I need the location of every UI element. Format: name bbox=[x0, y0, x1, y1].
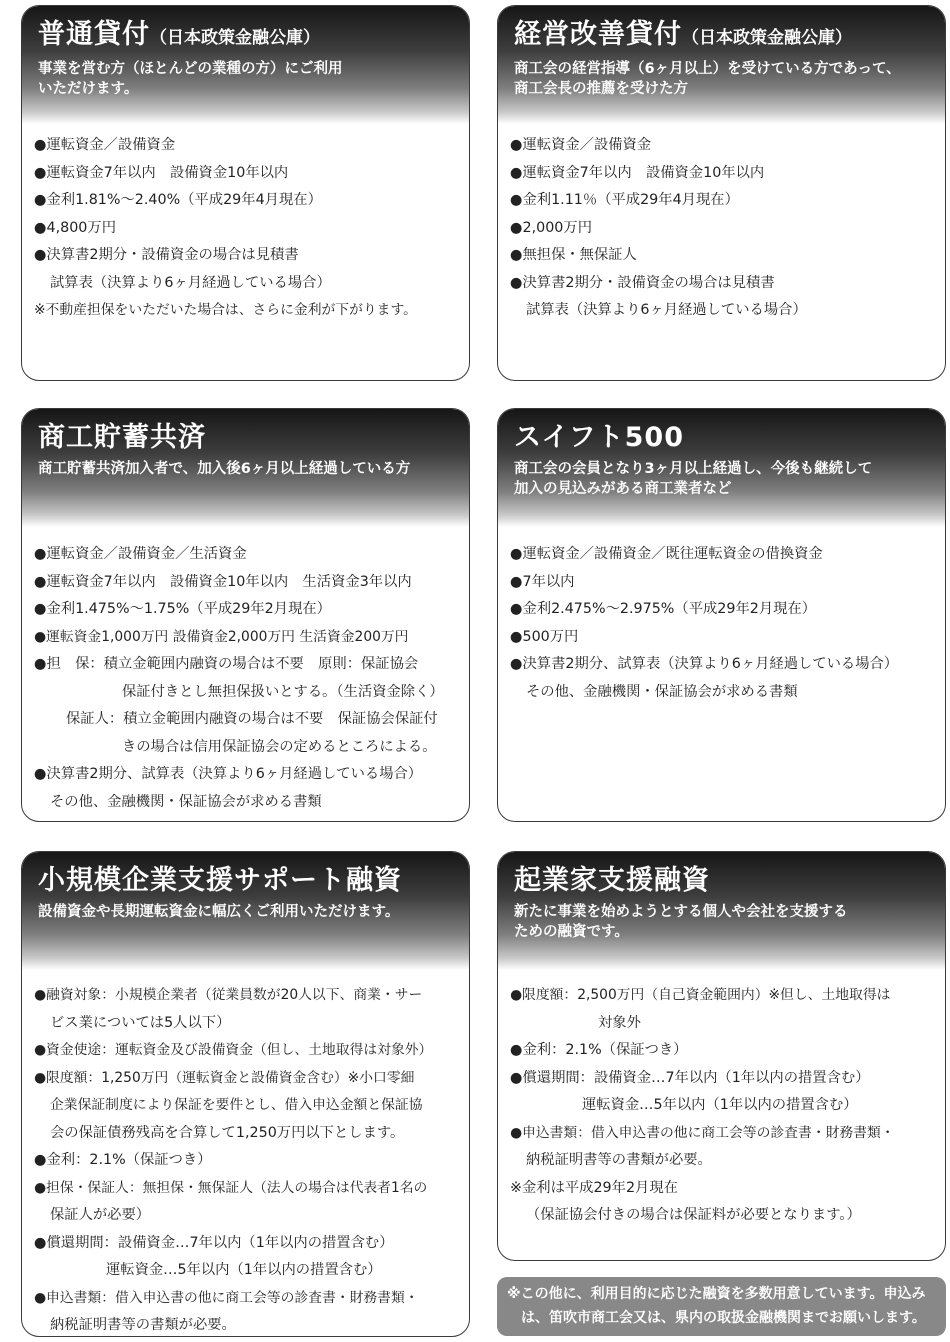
list-item: 保証人：積立金範囲内融資の場合は不要 保証協会保証付 bbox=[66, 711, 438, 727]
list-item: その他、金融機関・保証協会が求める書類 bbox=[50, 793, 322, 810]
list-item: ●申込書類：借入申込書の他に商工会等の診査書・財務書類・ bbox=[34, 1289, 419, 1306]
list-item: 納税証明書等の書類が必要。 bbox=[526, 1152, 712, 1168]
card-title: 経営改善貸付（日本政策金融公庫） bbox=[514, 19, 852, 50]
list-item: ●担 保：積立金範囲内融資の場合は不要 原則：保証協会 bbox=[34, 656, 419, 672]
list-item: ●運転資金／設備資金／既往運転資金の借換資金 bbox=[510, 546, 823, 562]
list-item: ●決算書2期分、試算表（決算より6ヶ月経過している場合） bbox=[34, 766, 423, 782]
loan-card-shoko-chochiku bbox=[21, 408, 470, 822]
list-item: （保証協会付きの場合は保証料が必要となります。） bbox=[526, 1207, 861, 1223]
card-header bbox=[22, 409, 469, 527]
list-item: ●決算書2期分、試算表（決算より6ヶ月経過している場合） bbox=[510, 656, 899, 672]
list-item: 試算表（決算より6ヶ月経過している場合） bbox=[526, 302, 807, 318]
list-item: ●償還期間：設備資金…7年以内（1年以内の措置含む） bbox=[510, 1069, 870, 1086]
card-body bbox=[498, 527, 945, 716]
list-item: ●運転資金1,000万円 設備資金2,000万円 生活資金200万円 bbox=[34, 628, 409, 645]
card-description: 事業を営む方（ほとんどの業種の方）にご利用 いただけます。 bbox=[38, 61, 343, 97]
list-item: 保証人が必要） bbox=[50, 1207, 151, 1223]
loan-card-futsu bbox=[21, 5, 470, 381]
loan-card-keiei-kaizen bbox=[497, 5, 946, 381]
footer-note: ※この他に、利用目的に応じた融資を多数用意しています。申込み は、笛吹市商工会又は、県内の取扱金融機関までお願いします。 bbox=[497, 1277, 946, 1336]
list-item: ●金利1.81%～2.40%（平成29年4月現在） bbox=[34, 192, 322, 208]
card-header bbox=[498, 409, 945, 527]
list-item: ●運転資金7年以内 設備資金10年以内 生活資金3年以内 bbox=[34, 573, 412, 590]
card-description: 商工会の経営指導（6ヶ月以上）を受けている方であって、 商工会長の推薦を受けた方 bbox=[514, 61, 901, 97]
list-item: 運転資金…5年以内（1年以内の措置含む） bbox=[106, 1262, 382, 1278]
list-item: ●500万円 bbox=[510, 628, 579, 645]
card-description: 設備資金や長期運転資金に幅広くご利用いただけます。 bbox=[38, 904, 400, 920]
card-description: 新たに事業を始めようとする個人や会社を支援する ための融資です。 bbox=[514, 904, 848, 940]
loan-card-swift500 bbox=[497, 408, 946, 822]
list-item: その他、金融機関・保証協会が求める書類 bbox=[526, 683, 798, 700]
card-header bbox=[498, 6, 945, 124]
list-item: 企業保証制度により保証を要件とし、借入申込金額と保証協 bbox=[50, 1097, 423, 1113]
card-body bbox=[22, 527, 469, 822]
list-item: ●償還期間：設備資金…7年以内（1年以内の措置含む） bbox=[34, 1234, 394, 1251]
list-item: 対象外 bbox=[598, 1014, 641, 1031]
list-item: 納税証明書等の書類が必要。 bbox=[50, 1317, 236, 1333]
card-description: 商工貯蓄共済加入者で、加入後6ヶ月以上経過している方 bbox=[38, 461, 411, 477]
list-item: ●資金使途：運転資金及び設備資金（但し、土地取得は対象外） bbox=[34, 1042, 433, 1058]
list-item: ●限度額：2,500万円（自己資金範囲内）※但し、土地取得は bbox=[510, 987, 891, 1003]
card-header bbox=[22, 852, 469, 970]
list-item: ●無担保・無保証人 bbox=[510, 247, 637, 263]
list-item: ●4,800万円 bbox=[34, 219, 116, 236]
list-item: ●運転資金／設備資金 bbox=[510, 137, 652, 153]
card-body bbox=[498, 970, 945, 1240]
loan-card-shokibo-support bbox=[21, 851, 470, 1337]
list-item: ●運転資金7年以内 設備資金10年以内 bbox=[510, 164, 765, 181]
card-title: 商工貯蓄共済 bbox=[38, 422, 206, 453]
list-item: ビス業については5人以下） bbox=[50, 1014, 231, 1031]
list-item: ●金利：2.1%（保証つき） bbox=[34, 1152, 212, 1168]
list-item: 保証付きとし無担保扱いとする。（生活資金除く） bbox=[122, 683, 444, 700]
list-item: 試算表（決算より6ヶ月経過している場合） bbox=[50, 274, 331, 291]
list-item: ●融資対象：小規模企業者（従業員数が20人以下、商業・サー bbox=[34, 987, 423, 1003]
list-item: ※金利は平成29年2月現在 bbox=[510, 1179, 678, 1196]
list-item: ●2,000万円 bbox=[510, 219, 592, 236]
card-title: 小規模企業支援サポート融資 bbox=[38, 865, 402, 896]
list-item: ●運転資金7年以内 設備資金10年以内 bbox=[34, 164, 289, 181]
list-item: ●決算書2期分・設備資金の場合は見積書 bbox=[510, 274, 775, 291]
list-item: ●限度額：1,250万円（運転資金と設備資金含む）※小口零細 bbox=[34, 1069, 415, 1086]
loan-card-kigyoka-shien bbox=[497, 851, 946, 1261]
list-item: ●7年以内 bbox=[510, 573, 575, 590]
card-header bbox=[498, 852, 945, 970]
card-description: 商工会の会員となり3ヶ月以上経過し、今後も継続して 加入の見込みがある商工業者など bbox=[514, 461, 873, 497]
card-title: 起業家支援融資 bbox=[514, 865, 710, 896]
card-header bbox=[22, 6, 469, 124]
card-title: スイフト500 bbox=[514, 422, 685, 453]
list-item: ●担保・保証人：無担保・無保証人（法人の場合は代表者1名の bbox=[34, 1179, 428, 1196]
list-item: ●申込書類：借入申込書の他に商工会等の診査書・財務書類・ bbox=[510, 1124, 895, 1141]
list-item: ●金利1.475%～1.75%（平成29年2月現在） bbox=[34, 601, 331, 617]
card-title: 普通貸付（日本政策金融公庫） bbox=[38, 19, 320, 50]
list-item: 会の保証債務残高を合算して1,250万円以下とします。 bbox=[50, 1124, 405, 1141]
list-item: きの場合は信用保証協会の定めるところによる。 bbox=[122, 738, 437, 755]
list-item: ●決算書2期分・設備資金の場合は見積書 bbox=[34, 247, 299, 263]
card-body bbox=[498, 124, 945, 335]
list-item: ●金利：2.1%（保証つき） bbox=[510, 1042, 688, 1058]
list-item: 運転資金…5年以内（1年以内の措置含む） bbox=[582, 1097, 858, 1113]
list-item: ●金利1.11％（平成29年4月現在） bbox=[510, 192, 739, 208]
list-item: ●運転資金／設備資金／生活資金 bbox=[34, 546, 247, 562]
list-item: ●運転資金／設備資金 bbox=[34, 137, 176, 153]
card-body bbox=[22, 124, 469, 335]
list-item: ※不動産担保をいただいた場合は、さらに金利が下がります。 bbox=[34, 302, 417, 318]
list-item: ●金利2.475%～2.975%（平成29年2月現在） bbox=[510, 601, 817, 617]
card-body bbox=[22, 970, 469, 1337]
